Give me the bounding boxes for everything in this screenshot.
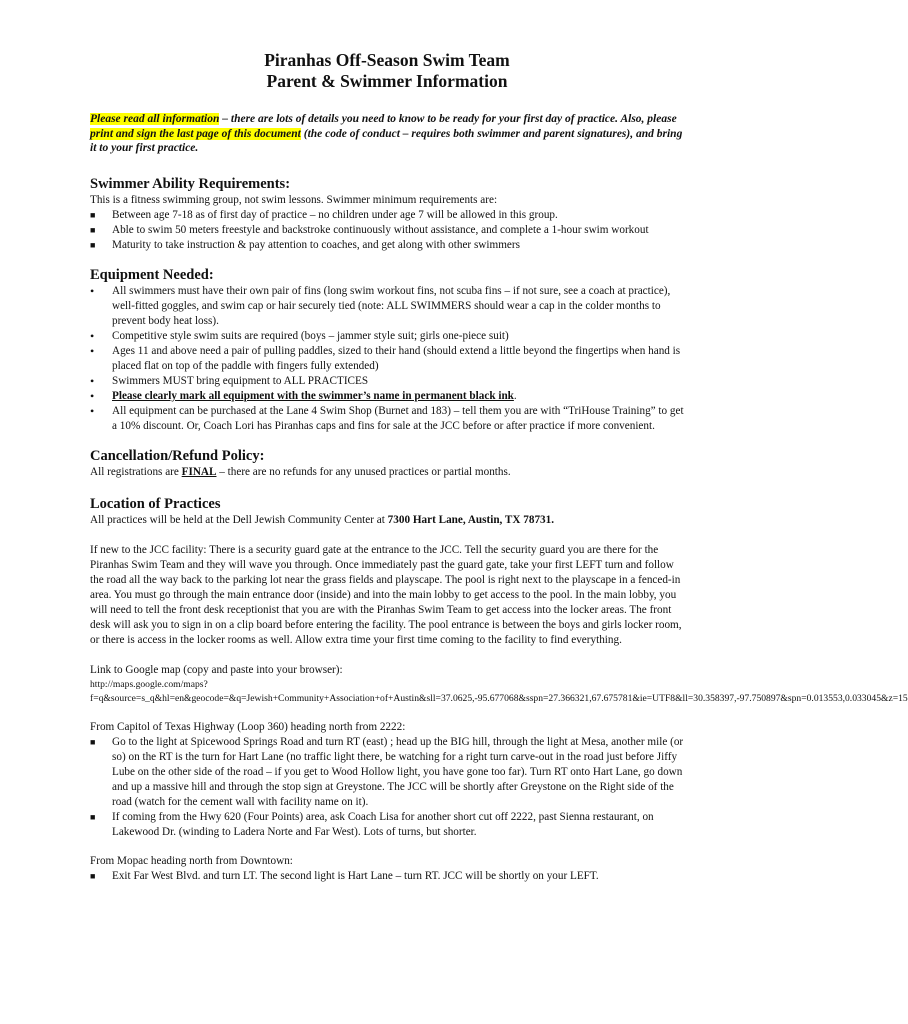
square-bullet-icon: ■: [90, 224, 96, 235]
jcc-address: 7300 Hart Lane, Austin, TX 78731.: [387, 513, 555, 526]
intro-text-2: (the code of conduct – requires both swimmer and parent signatures), and bring it to your first practice.: [90, 127, 683, 154]
list-item: ■ Between age 7-18 as of first day of practice – no children under age 7 will be allowed in this group.: [90, 208, 558, 221]
ability-lead: This is a fitness swimming group, not swim lessons. Swimmer minimum requirements are:: [90, 193, 498, 206]
list-item: • Competitive style swim suits are required (boys – jammer style suit; girls one-piece suit): [90, 328, 509, 343]
equipment-heading: Equipment Needed:: [90, 266, 214, 283]
cancellation-heading: Cancellation/Refund Policy:: [90, 447, 265, 464]
intro-text-1: – there are lots of details you need to know to be ready for your first day of practice. Also, please: [219, 113, 677, 125]
new-facility-directions: If new to the JCC facility: There is a security guard gate at the entrance to the JCC. Tell the security guard you are there for the Piranhas Swim Team and they will wave you through. Once immediately past the guard gate, take your first LEFT turn and follow the road all the way back to the parking lot near the grass fields and playscape. The pool is right next to the playscape in a fenced-in area. You must go through the main entrance door (inside) and into the main lobby to get access to the pool. In the main lobby, you will need to tell the front desk receptionist that you are with the Piranhas Swim Team to get access into the locker areas. The front desk will ask you to sign in on a clip board before entering the facility. The pool entrance is between the boys and girls locker room, or there is access in the locker rooms as well. Allow extra time your first time coming to the facility to find everything.: [90, 543, 682, 646]
title-line-2: Parent & Swimmer Information: [266, 71, 508, 91]
location-heading: Location of Practices: [90, 495, 221, 512]
mark-equipment-notice: Please clearly mark all equipment with the swimmer’s name in permanent black ink: [112, 389, 514, 402]
list-item: • Please clearly mark all equipment with the swimmer’s name in permanent black ink.: [90, 388, 517, 403]
round-bullet-icon: •: [90, 373, 95, 388]
round-bullet-icon: •: [90, 283, 95, 298]
google-map-link[interactable]: http://maps.google.com/maps?f=q&source=s_q&hl=en&geocode=&q=Jewish+Community+Association+of+Austin&sll=37.0625,-95.677068&sspn=27.366321,67.675781&ie=UTF8&ll=30.358397,-97.750897&spn=0.013553,0.033045&z=15: [90, 678, 908, 704]
mopac-directions-label: From Mopac heading north from Downtown:: [90, 854, 293, 867]
round-bullet-icon: •: [90, 403, 95, 418]
round-bullet-icon: •: [90, 388, 95, 403]
list-item: • All swimmers must have their own pair of fins (long swim workout fins, not scuba fins – if not sure, see a coach at practice), well-fitted goggles, and swim cap or hair securely tied (note: ALL SWIMMERS should wear a cap in the colder months to prevent body heat loss).: [90, 283, 671, 327]
map-link-label: Link to Google map (copy and paste into your browser):: [90, 663, 343, 676]
square-bullet-icon: ■: [90, 239, 96, 250]
list-item: ■ Maturity to take instruction & pay attention to coaches, and get along with other swimmers: [90, 238, 520, 251]
list-item: ■ Go to the light at Spicewood Springs Road and turn RT (east) ; head up the BIG hill, through the light at Mesa, another mile (or so) on the RT is the turn for Hart Lane (no traffic light there, be watching for a right turn carve-out in the road just before Jiffy Lube on the other side of the road – if you get to Wood Hollow light, you have gone too far). Turn RT onto Hart Lane, go down and up a massive hill and through the stop sign at Greystone. The JCC will be shortly after Greystone on the Right side of the road (watch for the cement wall with facility name on it).: [90, 735, 684, 808]
capitol-directions-label: From Capitol of Texas Highway (Loop 360) heading north from 2222:: [90, 720, 406, 733]
capitol-directions-list: [90, 735, 684, 840]
square-bullet-icon: ■: [90, 736, 96, 747]
square-bullet-icon: ■: [90, 870, 96, 881]
equipment-list: [90, 284, 684, 434]
ability-heading: Swimmer Ability Requirements:: [90, 175, 291, 192]
list-item: ■ Exit Far West Blvd. and turn LT. The second light is Hart Lane – turn RT. JCC will be shortly on your LEFT.: [90, 869, 599, 882]
list-item: • Swimmers MUST bring equipment to ALL PRACTICES: [90, 373, 369, 388]
square-bullet-icon: ■: [90, 811, 96, 822]
ability-section: [90, 176, 684, 253]
cancellation-text: All registrations are FINAL – there are no refunds for any unused practices or partial months.: [90, 465, 511, 478]
cancellation-section: [90, 448, 684, 480]
mopac-directions-list: [90, 869, 684, 884]
intro-highlight-read: Please read all information: [90, 113, 220, 125]
list-item: • Ages 11 and above need a pair of pulling paddles, sized to their hand (should extend a little beyond the fingertips when hand is placed flat on top of the paddle with fingers fully extended): [90, 343, 681, 372]
equipment-section: [90, 267, 684, 434]
round-bullet-icon: •: [90, 343, 95, 358]
round-bullet-icon: •: [90, 328, 95, 343]
ability-list: [90, 208, 684, 253]
list-item: ■ If coming from the Hwy 620 (Four Points) area, ask Coach Lisa for another short cut off 2222, past Sienna restaurant, on Lakewood Dr. (winding to Ladera Norte and Far West). Lots of turns, but shorter.: [90, 810, 654, 838]
final-notice: FINAL: [181, 465, 217, 478]
title-line-1: Piranhas Off-Season Swim Team: [264, 50, 510, 70]
document-title: [90, 50, 684, 92]
location-section: [90, 495, 908, 884]
list-item: ■ Able to swim 50 meters freestyle and backstroke continuously without assistance, and complete a 1-hour swim workout: [90, 223, 649, 236]
intro-notice: [90, 112, 684, 156]
list-item: • All equipment can be purchased at the Lane 4 Swim Shop (Burnet and 183) – tell them you are with “TriHouse Training” to get a 10% discount. Or, Coach Lori has Piranhas caps and fins for sale at the JCC before or after practice if more convenient.: [90, 403, 684, 432]
intro-highlight-sign: print and sign the last page of this document: [90, 127, 301, 140]
square-bullet-icon: ■: [90, 209, 96, 220]
location-text: All practices will be held at the Dell Jewish Community Center at 7300 Hart Lane, Austin, TX 78731.: [90, 513, 555, 526]
